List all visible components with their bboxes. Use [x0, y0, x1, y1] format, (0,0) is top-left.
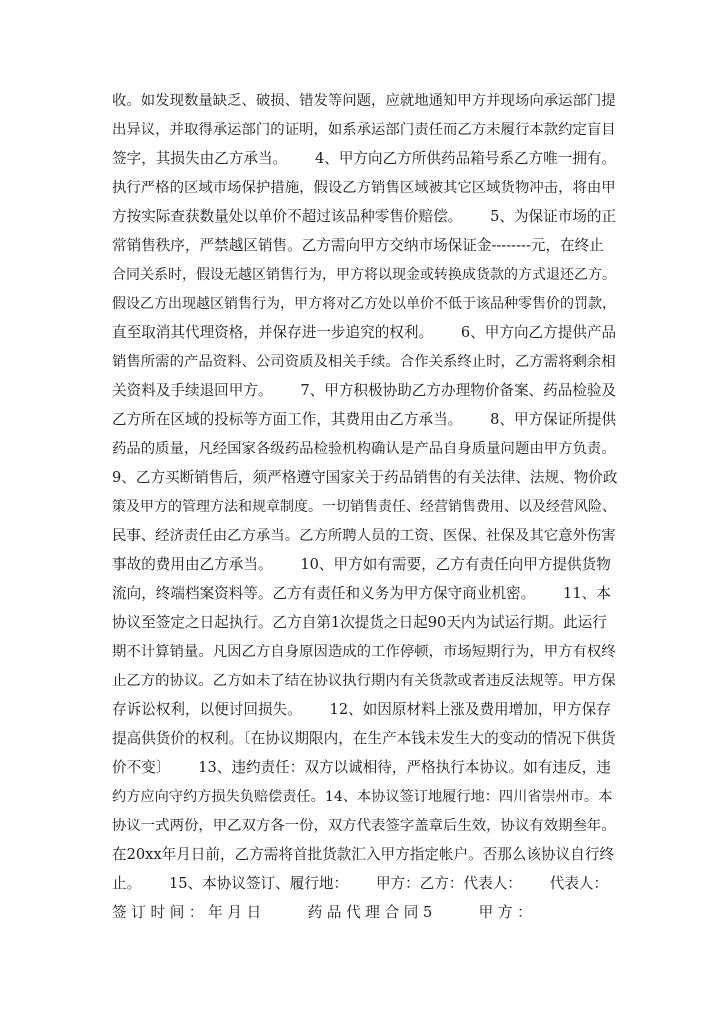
text-line: 止。 15、本协议签订、履行地： 甲方：乙方：代表人： 代表人：: [112, 875, 609, 892]
text-line: 事故的费用由乙方承当。 10、甲方如有需要，乙方有责任向甲方提供货物: [112, 556, 611, 573]
text-line: 协议一式两份，甲乙双方各一份，双方代表签字盖章后生效，协议有效期叁年。: [112, 818, 616, 834]
text-line: 直至取消其代理资格，并保存进一步追究的权利。 6、甲方向乙方提供产品: [112, 324, 617, 341]
text-line: 在20xx年月日前，乙方需将首批货款汇入甲方指定帐户。否那么该协议自行终: [112, 846, 615, 863]
text-line: 期不计算销量。凡因乙方自身原因造成的工作停顿，市场短期行为，甲方有权终: [112, 644, 616, 660]
text-line: 关资料及手续退回甲方。 7、甲方积极协助乙方办理物价备案、药品检验及: [112, 382, 617, 399]
text-line: 存诉讼权利，以便讨回损失。 12、如因原材料上涨及费用增加，甲方保存: [112, 701, 611, 718]
text-line: 止乙方的协议。乙方如未了结在协议执行期内有关货款或者违反法规等。甲方保: [112, 673, 616, 689]
text-line: 出异议，并取得承运部门的证明，如系承运部门责任而乙方未履行本款约定盲目: [112, 122, 616, 138]
text-line: 协议至签定之日起执行。乙方自第1次提货之日起90天内为试运行期。此运行: [112, 614, 607, 631]
text-line: 常销售秩序，严禁越区销售。乙方需向甲方交纳市场保证金--------元，在终止: [112, 237, 604, 254]
text-line: 乙方所在区域的投标等方面工作，其费用由乙方承当。 8、甲方保证所提供: [112, 411, 617, 428]
text-line: 策及甲方的管理方法和规章制度。一切销售责任、经营销售费用、以及经营风险、: [112, 499, 616, 515]
text-line: 签字，其损失由乙方承当。 4、甲方向乙方所供药品箱号系乙方唯一拥有。: [112, 150, 617, 167]
text-line: 流向，终端档案资料等。乙方有责任和义务为甲方保守商业机密。 11、本: [112, 585, 611, 602]
text-line: 签 订 时 间 ： 年 月 日 药 品 代 理 合 同 5 甲 方 ：: [112, 904, 532, 921]
text-line: 销售所需的产品资料、公司资质及相关手续。合作关系终止时，乙方需将剩余相: [112, 354, 616, 370]
text-line: 假设乙方出现越区销售行为，甲方将对乙方处以单价不低于该品种零售价的罚款，: [112, 296, 616, 312]
text-line: 9、乙方买断销售后，须严格遵守国家关于药品销售的有关法律、法规、物价政: [112, 469, 618, 486]
text-line: 药品的质量，凡经国家各级药品检验机构确认是产品自身质量问题由甲方负责。: [112, 441, 616, 457]
text-line: 提高供货价的权利。〔在协议期限内，在生产本钱未发生大的变动的情况下供货: [112, 730, 616, 747]
text-line: 合同关系时，假设无越区销售行为，甲方将以现金或转换成货款的方式退还乙方。: [112, 267, 616, 283]
text-line: 收。如发现数量缺乏、破损、错发等问题，应就地通知甲方并现场向承运部门提: [112, 93, 616, 109]
text-line: 方按实际查获数量处以单价不超过该品种零售价赔偿。 5、为保证市场的正: [112, 208, 617, 225]
text-line: 价不变〕 13、违约责任：双方以诚相待，严格执行本协议。如有违反，违: [112, 759, 611, 776]
text-line: 执行严格的区域市场保护措施，假设乙方销售区域被其它区域货物冲击，将由甲: [112, 180, 616, 196]
text-line: 民事、经济责任由乙方承当。乙方所聘人员的工资、医保、社保及其它意外伤害: [112, 528, 616, 544]
text-line: 约方应向守约方损失负赔偿责任。14、本协议签订地履行地：四川省崇州市。本: [112, 789, 613, 805]
